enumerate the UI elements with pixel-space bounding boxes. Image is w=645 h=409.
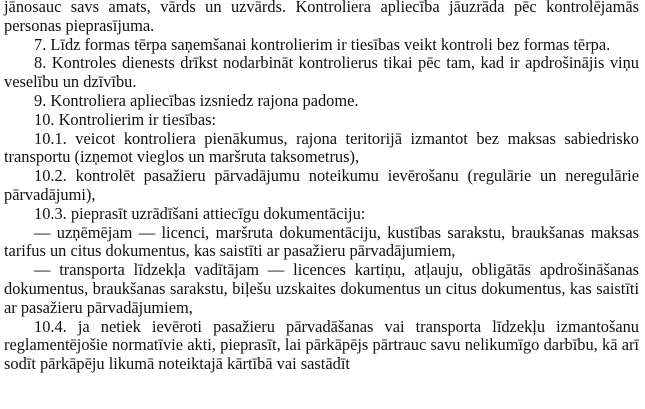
paragraph-10-1: 10.1. veicot kontroliera pienākumus, rajona teritorijā izmantot bez maksas sabiedrisko transportu (izņemot vieglos un maršruta taksometrus), [4, 128, 639, 167]
paragraph-10-3: 10.3. pieprasīt uzrādīšani attiecīgu dokumentāciju: [34, 203, 366, 223]
document-text [4, 0, 639, 374]
paragraph-7: 7. Līdz formas tērpa saņemšanai kontrolierim ir tiesības veikt kontroli bez formas tērpa. [34, 34, 611, 54]
paragraph-10-2: 10.2. kontrolēt pasažieru pārvadājumu noteikumu ievērošanu (regulārie un neregulārie pārvadājumi), [4, 166, 639, 204]
list-item-operator: — uzņēmējam — licenci, maršruta dokumentāciju, kustības sarakstu, braukšanas maksas tarifus un citus dokumentus, kas saistīti ar pasažieru pārvadājumiem, [4, 222, 639, 261]
paragraph-continuation: jānosauc savs amats, vārds un uzvārds. Kontroliera apliecība jāuzrāda pēc kontrolējamās personas pieprasījuma. [4, 0, 639, 35]
paragraph-9: 9. Kontroliera apliecības izsniedz rajona padome. [34, 90, 359, 110]
paragraph-10-4: 10.4. ja netiek ievēroti pasažieru pārvadāšanas vai transporta līdzekļu izmantošanu reglamentējošie normatīvie akti, pieprasīt, lai pārkāpējs pārtrauc savu nelikumīgo darbību, kā arī sodīt pārkāpēju likumā noteiktajā kārtībā vai sastādīt [4, 316, 639, 374]
list-item-driver: — transporta līdzekļa vadītājam — licences kartiņu, atļauju, obligātās apdrošināšanas dokumentus, braukšanas sarakstu, biļešu uzskaites dokumentus un citus dokumentus, kas saistīti ar pasažieru pārvadājumiem, [4, 260, 639, 317]
paragraph-8: 8. Kontroles dienests drīkst nodarbināt kontrolierus tikai pēc tam, kad ir apdrošinājis viņu veselību un dzīvību. [4, 53, 639, 92]
paragraph-10: 10. Kontrolierim ir tiesības: [34, 109, 217, 129]
